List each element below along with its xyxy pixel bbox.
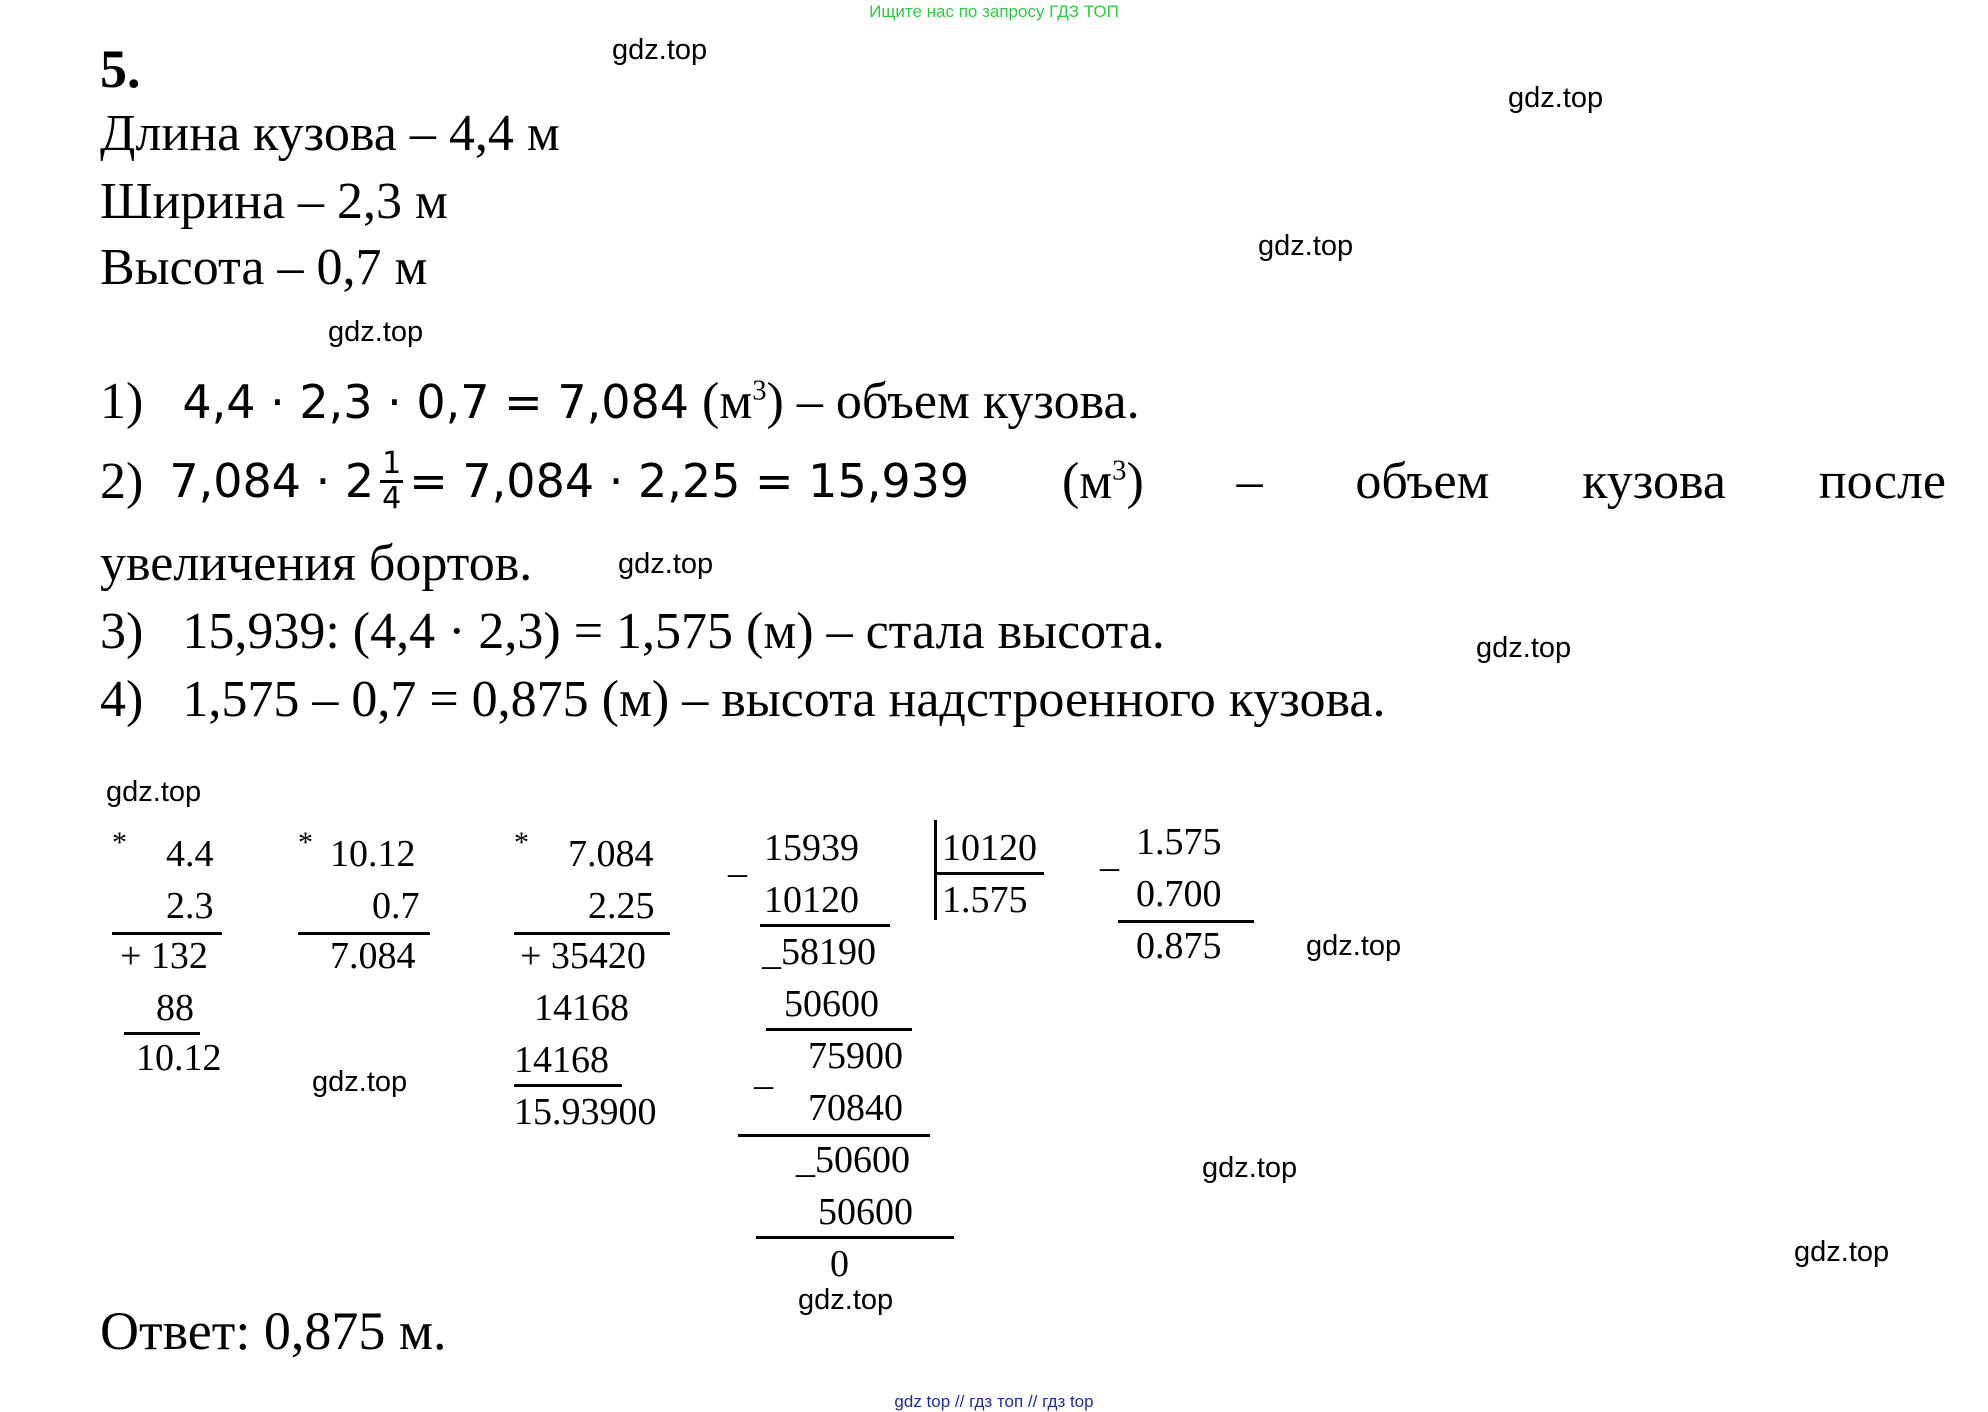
- watermark: gdz.top: [1202, 1152, 1298, 1184]
- answer: Ответ: 0,875 м.: [100, 1301, 447, 1361]
- given-height: Высота – 0,7 м: [100, 239, 428, 296]
- problem-number: 5.: [100, 39, 141, 99]
- step-expression: 4,4 · 2,3 · 0,7 = 7,084: [182, 375, 690, 429]
- watermark: gdz.top: [612, 34, 708, 66]
- underline: [1118, 920, 1254, 923]
- step-1: [100, 372, 1140, 431]
- remainder: _50600: [796, 1139, 910, 1181]
- factor-b: 2.25: [588, 885, 655, 927]
- step-word: –: [1236, 452, 1263, 510]
- factor-a: 10.12: [330, 833, 416, 875]
- watermark: gdz.top: [618, 548, 714, 580]
- step-text: 1,575 – 0,7 = 0,875 (м) – высота надстроенного кузова.: [182, 671, 1386, 728]
- division-bar: [934, 820, 937, 920]
- multiply-sign: *: [514, 826, 529, 859]
- watermark: gdz.top: [1306, 930, 1402, 962]
- underline: [738, 1134, 930, 1137]
- divisor: 10120: [942, 827, 1037, 869]
- step-unit: ): [1126, 452, 1144, 510]
- watermark: gdz.top: [1476, 632, 1572, 664]
- step-number: 2): [100, 452, 144, 510]
- partial-product: 88: [156, 987, 194, 1029]
- quotient: 1.575: [942, 879, 1028, 921]
- difference: 0.875: [1136, 925, 1222, 967]
- step-3: [100, 602, 1165, 661]
- partial-product: + 35420: [520, 935, 646, 977]
- final-remainder: 0: [830, 1243, 849, 1285]
- remainder: _58190: [762, 931, 876, 973]
- watermark: gdz.top: [106, 776, 202, 808]
- superscript: 3: [752, 375, 767, 407]
- superscript: 3: [1112, 455, 1127, 487]
- watermark: gdz.top: [1508, 82, 1604, 114]
- top-banner[interactable]: Ищите нас по запросу ГДЗ ТОП: [869, 2, 1119, 21]
- step-number: 1): [100, 373, 144, 430]
- step-expression: = 7,084 · 2,25 = 15,939: [409, 454, 970, 508]
- underline: [760, 924, 890, 927]
- given-width: Ширина – 2,3 м: [100, 173, 448, 230]
- watermark: gdz.top: [798, 1284, 894, 1316]
- minus-sign: _: [728, 839, 747, 881]
- factor-a: 4.4: [166, 833, 214, 875]
- watermark: gdz.top: [312, 1066, 408, 1098]
- underline: [756, 1236, 954, 1239]
- minus-sign: _: [754, 1051, 773, 1093]
- step-2-continuation: увеличения бортов.: [100, 535, 533, 592]
- step-4: [100, 670, 1385, 729]
- step-expression: 7,084 · 2: [169, 454, 375, 508]
- multiply-sign: *: [112, 826, 127, 859]
- step-description: ) – объем кузова.: [766, 373, 1140, 430]
- fraction-numerator: 1: [382, 446, 402, 481]
- underline: [514, 1084, 622, 1087]
- minus-sign: _: [1100, 833, 1119, 875]
- fraction-denominator: 4: [382, 480, 402, 516]
- product-result: 7.084: [330, 935, 416, 977]
- step-word: объем: [1355, 452, 1490, 510]
- fraction: [380, 448, 403, 514]
- step-unit: (м: [702, 373, 753, 430]
- step-word: после: [1818, 452, 1946, 510]
- product-result: 10.12: [136, 1037, 222, 1079]
- divisor-underline: [934, 872, 1044, 875]
- factor-b: 0.7: [372, 885, 420, 927]
- underline: [766, 1028, 912, 1031]
- step-number: 3): [100, 603, 144, 660]
- partial-product: 14168: [534, 987, 629, 1029]
- subtrahend: 10120: [764, 879, 859, 921]
- minuend: 1.575: [1136, 821, 1222, 863]
- subtrahend: 70840: [808, 1087, 903, 1129]
- watermark: gdz.top: [328, 316, 424, 348]
- subtrahend: 0.700: [1136, 873, 1222, 915]
- remainder: 75900: [808, 1035, 903, 1077]
- product-result: 15.93900: [514, 1091, 657, 1133]
- watermark: gdz.top: [1794, 1236, 1890, 1268]
- step-text: 15,939: (4,4 · 2,3) = 1,575 (м) – стала высота.: [182, 603, 1165, 660]
- factor-b: 2.3: [166, 885, 214, 927]
- underline: [124, 1032, 200, 1035]
- step-word: кузова: [1582, 452, 1726, 510]
- watermark: gdz.top: [1258, 230, 1354, 262]
- partial-product: + 132: [120, 935, 208, 977]
- partial-product: 14168: [514, 1039, 609, 1081]
- step-unit: (м: [1061, 452, 1113, 510]
- dividend: 15939: [764, 827, 859, 869]
- step-2: [100, 448, 1946, 514]
- step-number: 4): [100, 671, 144, 728]
- multiply-sign: *: [298, 826, 313, 859]
- subtrahend: 50600: [818, 1191, 913, 1233]
- subtrahend: 50600: [784, 983, 879, 1025]
- factor-a: 7.084: [568, 833, 654, 875]
- given-length: Длина кузова – 4,4 м: [100, 105, 560, 162]
- footer-banner[interactable]: gdz top // гдз топ // гдз top: [894, 1392, 1094, 1411]
